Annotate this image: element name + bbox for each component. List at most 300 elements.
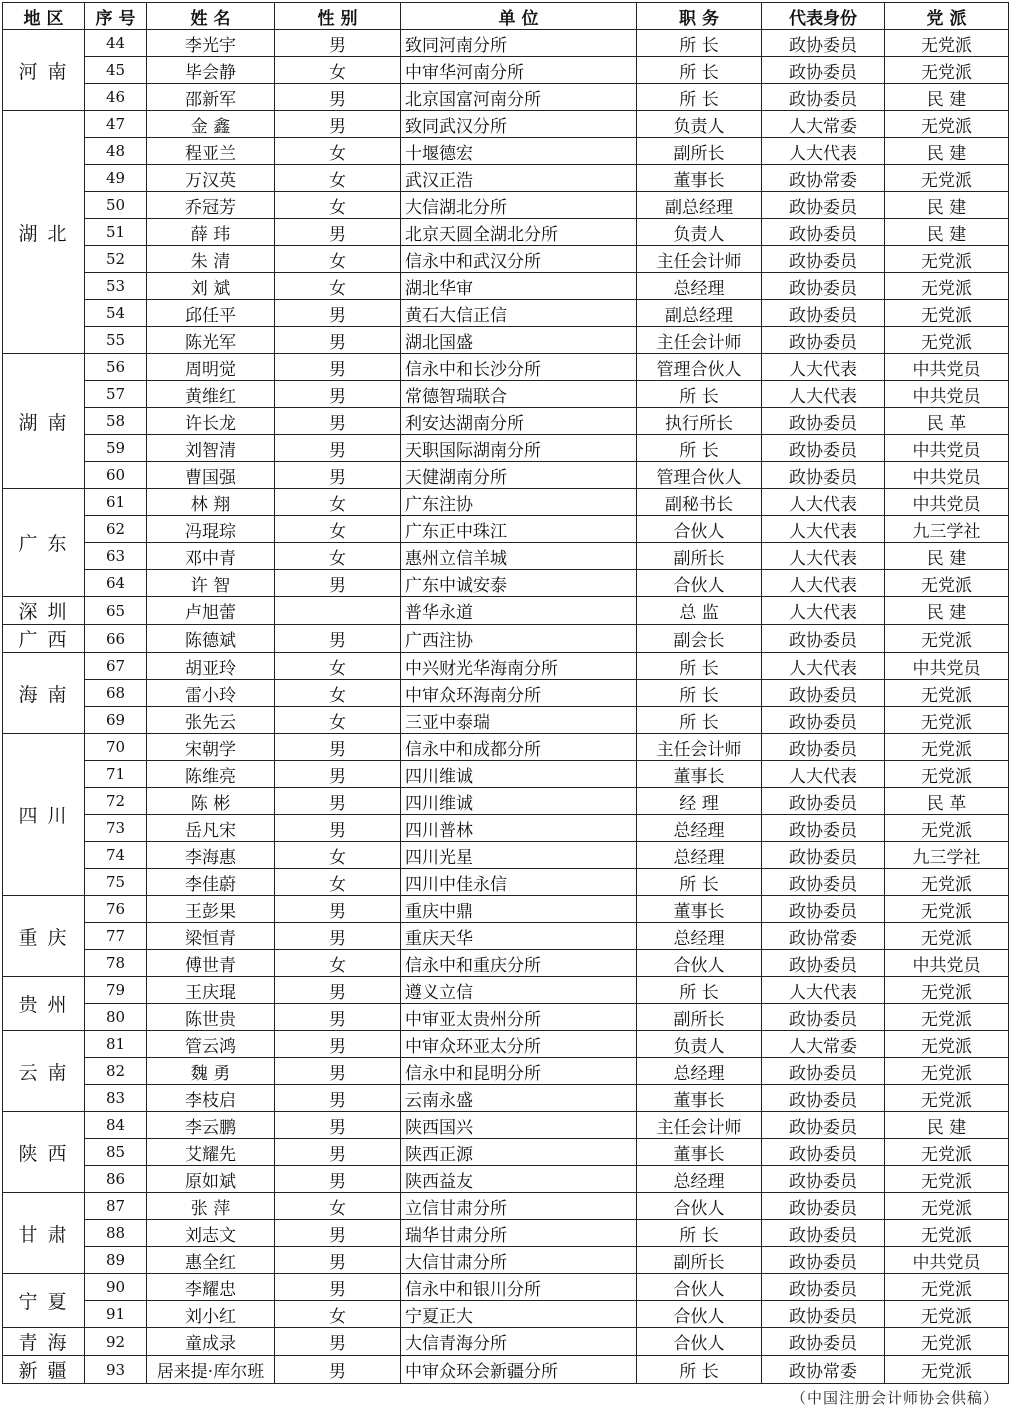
seq-cell: 80 bbox=[85, 1004, 147, 1031]
table-row bbox=[3, 570, 1009, 597]
unit-cell: 天职国际湖南分所 bbox=[401, 435, 637, 462]
party-cell: 中共党员 bbox=[885, 462, 1009, 489]
gender-cell: 女 bbox=[275, 165, 401, 192]
table-row bbox=[3, 273, 1009, 300]
position-cell: 管理合伙人 bbox=[637, 462, 762, 489]
header-gender: 性 别 bbox=[275, 3, 401, 30]
unit-cell: 黄石大信正信 bbox=[401, 300, 637, 327]
name-cell: 岳凡宋 bbox=[147, 815, 275, 842]
table-row bbox=[3, 327, 1009, 354]
representatives-table bbox=[2, 2, 1009, 1384]
name-cell: 陈世贵 bbox=[147, 1004, 275, 1031]
region-cell: 四 川 bbox=[3, 734, 85, 896]
unit-cell: 大信青海分所 bbox=[401, 1328, 637, 1356]
identity-cell: 政协委员 bbox=[762, 462, 885, 489]
seq-cell: 90 bbox=[85, 1274, 147, 1301]
party-cell: 无党派 bbox=[885, 1193, 1009, 1220]
unit-cell: 天健湖南分所 bbox=[401, 462, 637, 489]
seq-cell: 50 bbox=[85, 192, 147, 219]
position-cell: 所 长 bbox=[637, 977, 762, 1004]
table-row bbox=[3, 219, 1009, 246]
name-cell: 刘小红 bbox=[147, 1301, 275, 1328]
party-cell: 无党派 bbox=[885, 570, 1009, 597]
unit-cell: 四川中佳永信 bbox=[401, 869, 637, 896]
name-cell: 陈维亮 bbox=[147, 761, 275, 788]
party-cell: 民 革 bbox=[885, 788, 1009, 815]
gender-cell: 男 bbox=[275, 381, 401, 408]
party-cell: 中共党员 bbox=[885, 653, 1009, 680]
gender-cell: 女 bbox=[275, 1301, 401, 1328]
unit-cell: 信永中和长沙分所 bbox=[401, 354, 637, 381]
gender-cell: 女 bbox=[275, 273, 401, 300]
name-cell: 雷小玲 bbox=[147, 680, 275, 707]
position-cell: 董事长 bbox=[637, 1085, 762, 1112]
position-cell: 主任会计师 bbox=[637, 1112, 762, 1139]
name-cell: 管云鸿 bbox=[147, 1031, 275, 1058]
identity-cell: 人大代表 bbox=[762, 138, 885, 165]
identity-cell: 政协委员 bbox=[762, 707, 885, 734]
unit-cell: 武汉正浩 bbox=[401, 165, 637, 192]
position-cell: 合伙人 bbox=[637, 950, 762, 977]
table-row bbox=[3, 138, 1009, 165]
table-row bbox=[3, 597, 1009, 625]
party-cell: 无党派 bbox=[885, 680, 1009, 707]
table-row bbox=[3, 680, 1009, 707]
identity-cell: 人大代表 bbox=[762, 543, 885, 570]
seq-cell: 54 bbox=[85, 300, 147, 327]
table-row bbox=[3, 192, 1009, 219]
party-cell: 无党派 bbox=[885, 273, 1009, 300]
seq-cell: 69 bbox=[85, 707, 147, 734]
table-row bbox=[3, 923, 1009, 950]
table-row bbox=[3, 842, 1009, 869]
position-cell: 合伙人 bbox=[637, 1193, 762, 1220]
unit-cell: 惠州立信羊城 bbox=[401, 543, 637, 570]
seq-cell: 89 bbox=[85, 1247, 147, 1274]
party-cell: 无党派 bbox=[885, 327, 1009, 354]
position-cell: 副所长 bbox=[637, 1004, 762, 1031]
unit-cell: 中审众环亚太分所 bbox=[401, 1031, 637, 1058]
unit-cell: 中兴财光华海南分所 bbox=[401, 653, 637, 680]
name-cell: 李耀忠 bbox=[147, 1274, 275, 1301]
name-cell: 李海惠 bbox=[147, 842, 275, 869]
region-cell: 云 南 bbox=[3, 1031, 85, 1112]
identity-cell: 政协委员 bbox=[762, 84, 885, 111]
unit-cell: 广西注协 bbox=[401, 625, 637, 653]
table-row bbox=[3, 815, 1009, 842]
region-cell: 重 庆 bbox=[3, 896, 85, 977]
seq-cell: 47 bbox=[85, 111, 147, 138]
unit-cell: 致同武汉分所 bbox=[401, 111, 637, 138]
table-row bbox=[3, 1247, 1009, 1274]
table-row bbox=[3, 1220, 1009, 1247]
unit-cell: 三亚中泰瑞 bbox=[401, 707, 637, 734]
unit-cell: 利安达湖南分所 bbox=[401, 408, 637, 435]
name-cell: 居来提·库尔班 bbox=[147, 1356, 275, 1384]
position-cell: 总经理 bbox=[637, 1166, 762, 1193]
identity-cell: 人大常委 bbox=[762, 1031, 885, 1058]
position-cell: 合伙人 bbox=[637, 1328, 762, 1356]
party-cell: 中共党员 bbox=[885, 950, 1009, 977]
seq-cell: 48 bbox=[85, 138, 147, 165]
unit-cell: 北京国富河南分所 bbox=[401, 84, 637, 111]
position-cell: 所 长 bbox=[637, 435, 762, 462]
name-cell: 傅世青 bbox=[147, 950, 275, 977]
seq-cell: 45 bbox=[85, 57, 147, 84]
party-cell: 无党派 bbox=[885, 734, 1009, 761]
position-cell: 副总经理 bbox=[637, 300, 762, 327]
party-cell: 中共党员 bbox=[885, 381, 1009, 408]
position-cell: 总经理 bbox=[637, 923, 762, 950]
table-row bbox=[3, 977, 1009, 1004]
name-cell: 邵新军 bbox=[147, 84, 275, 111]
unit-cell: 广东中诚安泰 bbox=[401, 570, 637, 597]
position-cell: 总经理 bbox=[637, 842, 762, 869]
position-cell: 所 长 bbox=[637, 1220, 762, 1247]
identity-cell: 政协委员 bbox=[762, 1301, 885, 1328]
position-cell: 负责人 bbox=[637, 219, 762, 246]
gender-cell: 女 bbox=[275, 138, 401, 165]
position-cell: 执行所长 bbox=[637, 408, 762, 435]
table-row bbox=[3, 653, 1009, 680]
table-row bbox=[3, 111, 1009, 138]
identity-cell: 政协委员 bbox=[762, 1247, 885, 1274]
table-row bbox=[3, 1031, 1009, 1058]
position-cell: 合伙人 bbox=[637, 516, 762, 543]
gender-cell: 男 bbox=[275, 30, 401, 57]
source-note: （中国注册会计师协会供稿） bbox=[790, 1389, 999, 1407]
region-cell: 湖 北 bbox=[3, 111, 85, 354]
party-cell: 无党派 bbox=[885, 923, 1009, 950]
table-row bbox=[3, 1301, 1009, 1328]
identity-cell: 人大代表 bbox=[762, 597, 885, 625]
header-name: 姓 名 bbox=[147, 3, 275, 30]
seq-cell: 44 bbox=[85, 30, 147, 57]
position-cell: 董事长 bbox=[637, 896, 762, 923]
table-row bbox=[3, 788, 1009, 815]
seq-cell: 66 bbox=[85, 625, 147, 653]
unit-cell: 重庆中鼎 bbox=[401, 896, 637, 923]
table-body bbox=[3, 30, 1009, 1384]
name-cell: 王庆琨 bbox=[147, 977, 275, 1004]
name-cell: 冯琨琮 bbox=[147, 516, 275, 543]
unit-cell: 致同河南分所 bbox=[401, 30, 637, 57]
identity-cell: 政协委员 bbox=[762, 625, 885, 653]
identity-cell: 政协常委 bbox=[762, 1356, 885, 1384]
seq-cell: 74 bbox=[85, 842, 147, 869]
party-cell: 民 建 bbox=[885, 219, 1009, 246]
identity-cell: 政协委员 bbox=[762, 1112, 885, 1139]
gender-cell: 男 bbox=[275, 84, 401, 111]
position-cell: 副会长 bbox=[637, 625, 762, 653]
party-cell: 无党派 bbox=[885, 1328, 1009, 1356]
name-cell: 乔冠芳 bbox=[147, 192, 275, 219]
party-cell: 无党派 bbox=[885, 1085, 1009, 1112]
unit-cell: 北京天圆全湖北分所 bbox=[401, 219, 637, 246]
party-cell: 无党派 bbox=[885, 57, 1009, 84]
table-row bbox=[3, 57, 1009, 84]
gender-cell: 男 bbox=[275, 300, 401, 327]
table-row bbox=[3, 246, 1009, 273]
gender-cell: 女 bbox=[275, 543, 401, 570]
seq-cell: 86 bbox=[85, 1166, 147, 1193]
party-cell: 中共党员 bbox=[885, 435, 1009, 462]
party-cell: 无党派 bbox=[885, 30, 1009, 57]
region-cell: 新 疆 bbox=[3, 1356, 85, 1384]
name-cell: 宋朝学 bbox=[147, 734, 275, 761]
unit-cell: 立信甘肃分所 bbox=[401, 1193, 637, 1220]
seq-cell: 62 bbox=[85, 516, 147, 543]
identity-cell: 政协委员 bbox=[762, 219, 885, 246]
table-row bbox=[3, 84, 1009, 111]
unit-cell: 中审亚太贵州分所 bbox=[401, 1004, 637, 1031]
party-cell: 无党派 bbox=[885, 1356, 1009, 1384]
party-cell: 中共党员 bbox=[885, 489, 1009, 516]
name-cell: 惠全红 bbox=[147, 1247, 275, 1274]
gender-cell: 男 bbox=[275, 815, 401, 842]
table-row bbox=[3, 1193, 1009, 1220]
table-row bbox=[3, 625, 1009, 653]
position-cell: 总 监 bbox=[637, 597, 762, 625]
unit-cell: 信永中和武汉分所 bbox=[401, 246, 637, 273]
name-cell: 陈光军 bbox=[147, 327, 275, 354]
table-row bbox=[3, 1112, 1009, 1139]
gender-cell: 女 bbox=[275, 192, 401, 219]
seq-cell: 85 bbox=[85, 1139, 147, 1166]
seq-cell: 91 bbox=[85, 1301, 147, 1328]
table-row bbox=[3, 1328, 1009, 1356]
identity-cell: 政协委员 bbox=[762, 246, 885, 273]
gender-cell: 男 bbox=[275, 327, 401, 354]
identity-cell: 政协常委 bbox=[762, 923, 885, 950]
seq-cell: 73 bbox=[85, 815, 147, 842]
unit-cell: 遵义立信 bbox=[401, 977, 637, 1004]
unit-cell: 十堰德宏 bbox=[401, 138, 637, 165]
name-cell: 曹国强 bbox=[147, 462, 275, 489]
seq-cell: 71 bbox=[85, 761, 147, 788]
party-cell: 无党派 bbox=[885, 1031, 1009, 1058]
seq-cell: 82 bbox=[85, 1058, 147, 1085]
position-cell: 总经理 bbox=[637, 1058, 762, 1085]
header-position: 职 务 bbox=[637, 3, 762, 30]
region-cell: 海 南 bbox=[3, 653, 85, 734]
party-cell: 中共党员 bbox=[885, 354, 1009, 381]
identity-cell: 人大代表 bbox=[762, 381, 885, 408]
name-cell: 卢旭蕾 bbox=[147, 597, 275, 625]
seq-cell: 92 bbox=[85, 1328, 147, 1356]
seq-cell: 68 bbox=[85, 680, 147, 707]
unit-cell: 四川光星 bbox=[401, 842, 637, 869]
table-row bbox=[3, 354, 1009, 381]
party-cell: 民 建 bbox=[885, 84, 1009, 111]
position-cell: 所 长 bbox=[637, 653, 762, 680]
gender-cell: 女 bbox=[275, 489, 401, 516]
header-identity: 代表身份 bbox=[762, 3, 885, 30]
seq-cell: 52 bbox=[85, 246, 147, 273]
region-cell: 广 东 bbox=[3, 489, 85, 597]
name-cell: 刘志文 bbox=[147, 1220, 275, 1247]
unit-cell: 中审众环海南分所 bbox=[401, 680, 637, 707]
unit-cell: 大信甘肃分所 bbox=[401, 1247, 637, 1274]
position-cell: 副总经理 bbox=[637, 192, 762, 219]
position-cell: 所 长 bbox=[637, 381, 762, 408]
gender-cell: 女 bbox=[275, 842, 401, 869]
position-cell: 主任会计师 bbox=[637, 734, 762, 761]
name-cell: 刘 斌 bbox=[147, 273, 275, 300]
party-cell: 无党派 bbox=[885, 869, 1009, 896]
gender-cell: 男 bbox=[275, 896, 401, 923]
header-party: 党 派 bbox=[885, 3, 1009, 30]
header-unit: 单 位 bbox=[401, 3, 637, 30]
seq-cell: 56 bbox=[85, 354, 147, 381]
identity-cell: 政协委员 bbox=[762, 327, 885, 354]
seq-cell: 65 bbox=[85, 597, 147, 625]
region-cell: 河 南 bbox=[3, 30, 85, 111]
name-cell: 金 鑫 bbox=[147, 111, 275, 138]
position-cell: 主任会计师 bbox=[637, 246, 762, 273]
seq-cell: 77 bbox=[85, 923, 147, 950]
region-cell: 湖 南 bbox=[3, 354, 85, 489]
party-cell: 无党派 bbox=[885, 625, 1009, 653]
unit-cell: 四川维诚 bbox=[401, 788, 637, 815]
gender-cell: 男 bbox=[275, 570, 401, 597]
identity-cell: 人大代表 bbox=[762, 354, 885, 381]
unit-cell: 宁夏正大 bbox=[401, 1301, 637, 1328]
party-cell: 九三学社 bbox=[885, 516, 1009, 543]
seq-cell: 51 bbox=[85, 219, 147, 246]
gender-cell: 男 bbox=[275, 219, 401, 246]
position-cell: 董事长 bbox=[637, 761, 762, 788]
table-row bbox=[3, 950, 1009, 977]
identity-cell: 政协委员 bbox=[762, 1166, 885, 1193]
name-cell: 李光宇 bbox=[147, 30, 275, 57]
gender-cell: 男 bbox=[275, 1328, 401, 1356]
seq-cell: 84 bbox=[85, 1112, 147, 1139]
gender-cell: 男 bbox=[275, 1031, 401, 1058]
party-cell: 无党派 bbox=[885, 1274, 1009, 1301]
position-cell: 负责人 bbox=[637, 1031, 762, 1058]
gender-cell: 女 bbox=[275, 869, 401, 896]
gender-cell: 男 bbox=[275, 1139, 401, 1166]
gender-cell bbox=[275, 597, 401, 625]
table-header-row bbox=[3, 3, 1009, 30]
party-cell: 无党派 bbox=[885, 896, 1009, 923]
position-cell: 合伙人 bbox=[637, 570, 762, 597]
table-row bbox=[3, 896, 1009, 923]
unit-cell: 信永中和昆明分所 bbox=[401, 1058, 637, 1085]
identity-cell: 政协委员 bbox=[762, 408, 885, 435]
name-cell: 邓中青 bbox=[147, 543, 275, 570]
gender-cell: 男 bbox=[275, 1274, 401, 1301]
name-cell: 周明觉 bbox=[147, 354, 275, 381]
identity-cell: 政协委员 bbox=[762, 950, 885, 977]
seq-cell: 49 bbox=[85, 165, 147, 192]
table-row bbox=[3, 543, 1009, 570]
party-cell: 无党派 bbox=[885, 300, 1009, 327]
party-cell: 中共党员 bbox=[885, 1247, 1009, 1274]
position-cell: 所 长 bbox=[637, 57, 762, 84]
name-cell: 童成录 bbox=[147, 1328, 275, 1356]
table-row bbox=[3, 1085, 1009, 1112]
seq-cell: 93 bbox=[85, 1356, 147, 1384]
identity-cell: 人大代表 bbox=[762, 489, 885, 516]
table-row bbox=[3, 300, 1009, 327]
party-cell: 无党派 bbox=[885, 761, 1009, 788]
seq-cell: 58 bbox=[85, 408, 147, 435]
party-cell: 无党派 bbox=[885, 111, 1009, 138]
gender-cell: 男 bbox=[275, 977, 401, 1004]
region-cell: 甘 肃 bbox=[3, 1193, 85, 1274]
seq-cell: 79 bbox=[85, 977, 147, 1004]
gender-cell: 男 bbox=[275, 354, 401, 381]
unit-cell: 湖北国盛 bbox=[401, 327, 637, 354]
identity-cell: 政协委员 bbox=[762, 1058, 885, 1085]
unit-cell: 瑞华甘肃分所 bbox=[401, 1220, 637, 1247]
gender-cell: 女 bbox=[275, 516, 401, 543]
gender-cell: 女 bbox=[275, 680, 401, 707]
identity-cell: 政协委员 bbox=[762, 896, 885, 923]
unit-cell: 普华永道 bbox=[401, 597, 637, 625]
name-cell: 魏 勇 bbox=[147, 1058, 275, 1085]
table-row bbox=[3, 516, 1009, 543]
party-cell: 无党派 bbox=[885, 1058, 1009, 1085]
gender-cell: 男 bbox=[275, 1085, 401, 1112]
region-cell: 宁 夏 bbox=[3, 1274, 85, 1328]
name-cell: 程亚兰 bbox=[147, 138, 275, 165]
identity-cell: 政协委员 bbox=[762, 300, 885, 327]
party-cell: 无党派 bbox=[885, 1220, 1009, 1247]
header-region: 地 区 bbox=[3, 3, 85, 30]
gender-cell: 女 bbox=[275, 950, 401, 977]
unit-cell: 陕西益友 bbox=[401, 1166, 637, 1193]
unit-cell: 广东注协 bbox=[401, 489, 637, 516]
position-cell: 副所长 bbox=[637, 138, 762, 165]
party-cell: 无党派 bbox=[885, 815, 1009, 842]
seq-cell: 87 bbox=[85, 1193, 147, 1220]
party-cell: 无党派 bbox=[885, 1004, 1009, 1031]
identity-cell: 政协委员 bbox=[762, 788, 885, 815]
party-cell: 无党派 bbox=[885, 1139, 1009, 1166]
name-cell: 刘智清 bbox=[147, 435, 275, 462]
identity-cell: 人大代表 bbox=[762, 977, 885, 1004]
party-cell: 无党派 bbox=[885, 707, 1009, 734]
seq-cell: 61 bbox=[85, 489, 147, 516]
gender-cell: 男 bbox=[275, 625, 401, 653]
position-cell: 经 理 bbox=[637, 788, 762, 815]
name-cell: 许长龙 bbox=[147, 408, 275, 435]
gender-cell: 女 bbox=[275, 57, 401, 84]
unit-cell: 陕西正源 bbox=[401, 1139, 637, 1166]
position-cell: 所 长 bbox=[637, 84, 762, 111]
unit-cell: 四川维诚 bbox=[401, 761, 637, 788]
identity-cell: 人大代表 bbox=[762, 653, 885, 680]
gender-cell: 男 bbox=[275, 462, 401, 489]
gender-cell: 女 bbox=[275, 653, 401, 680]
identity-cell: 人大代表 bbox=[762, 516, 885, 543]
unit-cell: 云南永盛 bbox=[401, 1085, 637, 1112]
unit-cell: 四川普林 bbox=[401, 815, 637, 842]
table-row bbox=[3, 869, 1009, 896]
gender-cell: 女 bbox=[275, 1193, 401, 1220]
region-cell: 深 圳 bbox=[3, 597, 85, 625]
unit-cell: 大信湖北分所 bbox=[401, 192, 637, 219]
seq-cell: 57 bbox=[85, 381, 147, 408]
name-cell: 薛 玮 bbox=[147, 219, 275, 246]
name-cell: 胡亚玲 bbox=[147, 653, 275, 680]
unit-cell: 陕西国兴 bbox=[401, 1112, 637, 1139]
party-cell: 民 建 bbox=[885, 543, 1009, 570]
table-row bbox=[3, 734, 1009, 761]
